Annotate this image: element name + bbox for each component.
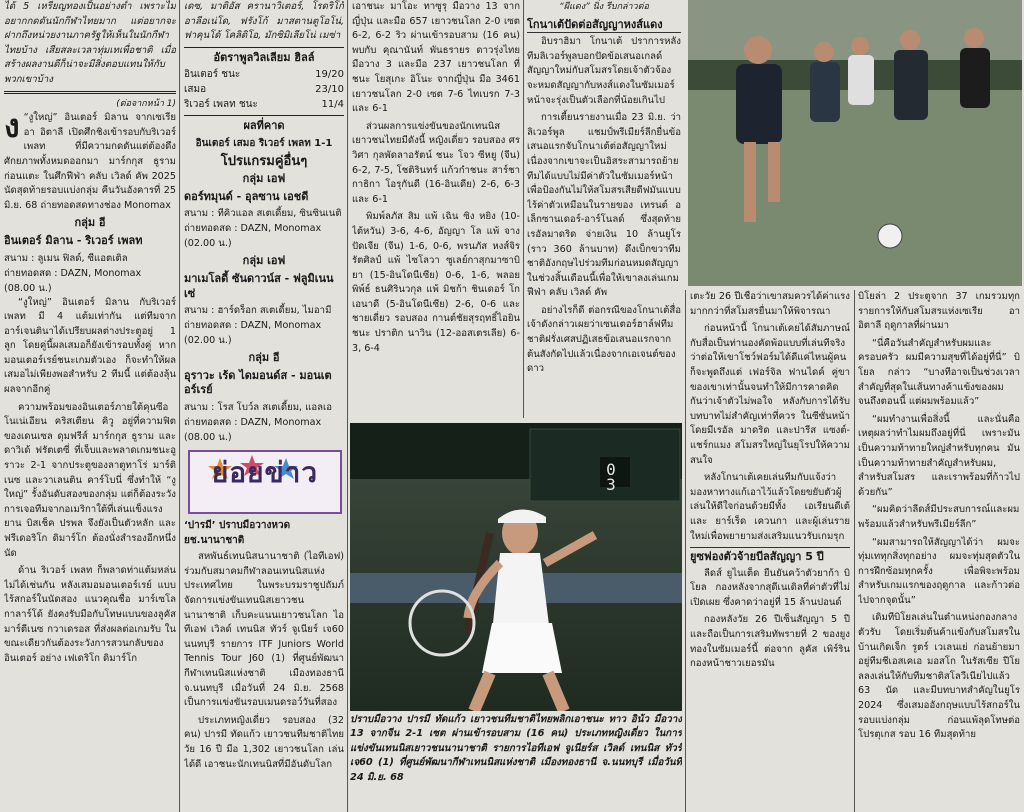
col5-p1: เตะวัย 26 ปีเชื่อว่าเขาสมควรได้ค่าแรงมากกว่าที่สโมสรยื่นมาให้พิจารณา <box>690 291 850 317</box>
match1-time: (08.00 น.) <box>4 282 52 294</box>
konate-headline: โกนาเต้ปัดต่อสัญญาหงส์แดง <box>527 18 681 34</box>
col6-quote-2: “ผมทำงานเพื่อสิ่งนี้ และนั่นคือเหตุผลว่าทำไมผมถึงอยู่ที่นี่ เพราะมันเป็นความท้าทายใหญ่สำหรับทุกคน มันเป็นความท้าทายสำคัญสำหรับผม, สำหรับสโมสร และเราพร้อมที่ก้าวไปด้วยกัน” <box>858 413 1020 498</box>
col3-p3: พิมพ์ลภัส สิม แพ้ เฉิน ซิง หยิง (10-ไต้หวัน) 3-6, 4-6, อัญญา โล แพ้ จาง ปัดเจีย (จีน) 1-6, 0-6, พรนภัส หงส์จิรรัตศิลป์ แพ้ ไซโลวา ซูเลย์กาสุกมาซาบิยา (15-อินโดนีเซีย) 0-6, 1-6, พลอยพิพ์ธ์ ธนศิรินวกุล แพ้ มิชก้า ชินเดอร์ โกเอนาดี (5-อินโดนีเซีย) 2-6, 0-6 และชายเดี่ยว รอบสอง กานต์ชัยสุรฤทธิ์ไอยิน ชนะ ปราติก นาวิน (12-ออสเตรเลีย) 6-3, 6-4 <box>352 211 520 354</box>
col1-body-3: ด้าน ริเวอร์ เพลท ก็พลาดท่าแต้มหล่นไม่ได้เช่นกัน หลังเสมอมอนเตอร์เรย์ แบบไร้สกอร์ในนัดสอง แนวคุณชื่อ มาร์เซโล กาลาร์โด้ ยังคงรับมือกับโทษแบนของลูคัส มาร์ตีเนซ กวาเดรอส ที่ส่งผลต่อเกมรับ ในขณะเดียวกันต้องระวังการสวนกลับของ อินเตอร์ อย่าง เฟเดริโก ดิมาร์โก <box>4 565 176 664</box>
match3-venue: สนาม : ฮาร์ดร็อก สเตเดี้ยม, ไมอามี <box>184 305 332 317</box>
football-photo <box>688 0 1022 286</box>
odds-row: เสมอ 23/10 <box>184 84 344 96</box>
match2-venue: สนาม : ทีคิวแอล สเตเดี้ยม, ซินซินเนติ <box>184 208 342 220</box>
group-e-heading: กลุ่ม อี <box>74 216 106 230</box>
col6-quote-1: “นี่คือวันสำคัญสำหรับผมและครอบครัว ผมมีความสุขที่ได้อยู่ที่นี่” บิโยล กล่าว “บางทีอาจเป็นช่วงเวลาสำคัญที่สุดในเส้นทางค้าแข้งของผมจนถึงตอนนี้ แต่ผมพร้อมแล้ว” <box>858 337 1020 408</box>
konate-p1: การเตี้ยนรายงานเมื่อ 23 มิ.ย. ว่า ลิเวอร์พูล แชมป์พรีเมียร์ลีกยื่นข้อเสนอแรกจับโกนาเต้ต่อสัญญาใหม่เนื่องจากเขาจะเป็นอิสระสามารถย้ายทีมได้แบบไม่มีค่าตัวในซัมเมอร์หน้าเพื่อป้องกันไม่ให้สโมสรเสียดีฟมันแบบไร้ค่าตัวเหมือนในรายของ เทรนต์ อเล็กซานเดอร์-อาร์โนลด์ ซึ่งสุดท้ายเรอัลมาดริด จ่ายเงิน 10 ล้านยูโร (ราว 360 ล้านบาท) ดึงเบ็กขวาทีมชาติอังกฤษไปร่วมทีมก่อนหมดสัญญาในช่วงสิ้นเดือนนี้เพื่อให้เขาลงเล่นเกมฟีฟ่า คลับ เวิลด์ คัพ <box>527 112 681 299</box>
column-1 <box>4 0 176 812</box>
col5-p4: ลีดส์ ยูไนเต็ด ยืนยันคว้าตัวยาก้า บิโยล กองหลังจากสุดีเนเดิลที่ค่าตัวที่ไม่เปิดเผย ซึ่งคาดว่าอยู่ที่ 15 ล้านปอนด์ <box>690 567 850 608</box>
group-f-heading: กลุ่ม เอฟ <box>242 172 286 186</box>
col3-top-text: เอาชนะ มาโอะ ทาซูรุ มือวาง 13 จากญี่ปุ่น และมือ 657 เยาวชนโลก 2-0 เซต 6-2, 6-2 ริว ผ่านเข้ารอบสาม (16 คน) พบกับ คุณานันท์ พันธรายร ดาวรุ่งไทย มือวาง 3 และมือ 237 เยาวชนโลก ที่ชนะ โยสุเกะ อิโนะ จากญี่ปุ่น มือ 3461 เยาวชนโลก 2-0 เซต 7-6 ไทเบรก 7-3 และ 6-1 <box>352 1 520 115</box>
col6-p1: บิโยล่า 2 ประตูจาก 37 เกมรวมทุกรายการให้กับสโมสรแห่งเซเรีย อา อิตาลี ฤดูกาลที่ผ่านมา <box>858 291 1020 332</box>
col1-body-2: ความพร้อมของอินเตอร์ภายใต้คุนซีอโนเน่เอียน คริสเตียน คิวู อยู่ที่ความฟิตของเดนเซล ดุมฟรีส์ มาร์กกุส ธูราม และดาวิเด้ ฟรัตเตซี่ ที่เจ็บและพลาดเกมชนะอูราวะ 2-1 จากประตูของลาตูทาโร่ มาร์ติเนซ และวาเลนติน คาร์โบนี่ ซึ่งทำให้ “งูใหญ่” รั้งอันดับสองของกลุ่ม แต่ก็ต้องระวังการเจอทีมจากอเมริกาใต้ที่เล่นแข็งแรง ยาน บิสเช็ค ปรพล จึงยังเป็นตัวหลัก และ ฟรีเดอริโก ดิมาร์โก ต้องนั่งสำรองอีกหนึ่งนัด <box>4 401 176 559</box>
odds-row: อินเตอร์ ชนะ 19/20 <box>184 69 344 81</box>
col1-body-1: “งูใหญ่” อินเตอร์ มิลาน กับริเวอร์ เพลท มี 4 แต้มเท่ากัน แต่ทีมจากอาร์เจนตินาได้เปรียบผลต่างประตูอยู่ 1 ลูก โดยคู่นี้ผลเสมอก็ยังเข้ารอบทั้งคู่ หากมอนเตอร์เรย์ชนะเกมตัวเอง ก็จะทำให้ผลเสมอไม่เพียงพอสำหรับ 2 ทีมนี้ แต่ต้องลุ้นผลจากอีกคู่ <box>4 296 176 396</box>
column-divider <box>179 0 180 812</box>
col6-p2: เดิมทีบิโยลเล่นในตำแหน่งกองกลางตัวรับ โดยเริ่มต้นค้าแข้งกับสโมสรในบ้านเกิดเจ็ก รูตร์ เวเลนเย่ ก่อนย้ายมาอยู่ทีมชีเอสเคเอ มอสโก ในรัสเซีย ปีโยลลงเล่นให้กับทีมชาติสโลวีเนียไปแล้ว 63 นัด และมีบทบาทสำคัญในยูโร 2024 ซึ่งเสมออังกฤษแบบไร้สกอร์ในรอบแบ่งกลุ่ม ก่อนแพ้ลุดโทษต่อโปรตุเกส รอบ 16 ทีมสุดท้าย <box>858 612 1020 741</box>
col1-top-text: ได้ 5 เหรียญทองเป็นอย่างต่ำ เพราะไม่อยากกดดันนักกีฬาไทยมาก แต่อยากจะฝากถึงหน่วยงานภาครัฐให้เห็นในนักกีฬาไทยบ้าง เสียสละเวลาทุ่มเทเพื่อชาติ เมื่อสร้างผลงานดีก็น่าจะมีสิ่งตอบแทนให้กับพวกเขาบ้าง <box>4 1 176 85</box>
col6-quote-4: “ผมสามารถให้สัญญาได้ว่า ผมจะทุ่มเททุกสิ่งทุกอย่าง ผมจะทุ่มสุดตัวในการฝึกซ้อมทุกครั้ง เพื่อพิจะพร้อมสำหรับเกมแรกของฤดูกาล และก้าวต่อไปจากจุดนั้น” <box>858 536 1020 606</box>
news-brief-title: ‘ปารมี’ ปราบมือวางหวดยช.นานาชาติ <box>184 520 291 546</box>
tennis-photo <box>350 423 682 711</box>
match4-venue: สนาม : โรส โบว์ล สเตเดี้ยม, แอลเอ <box>184 401 333 413</box>
football-players-image <box>688 0 1022 286</box>
col5-p3: หลังโกนาเต้เคยเล่นทีมกับแจ้งว่ามองหาทางแก้เอาไว้แล้วโดยขยับตัวผู้เล่นให้ดีใจก่อนด้วยมีทั้ง เอเรียนดีเต้ และ ยาร์เร็ด เควนกา และผู้เล่นรายใหม่เพื่อพยายามส่งเสริมแนวรับเกมรุก <box>690 472 850 542</box>
match3-time: (02.00 น.) <box>184 335 232 347</box>
column-6 <box>858 290 1020 810</box>
odds-title: อัตราพูลวิลเลียม ฮิลล์ <box>213 50 315 64</box>
group-e-heading-2: กลุ่ม อี <box>248 351 280 365</box>
other-fixtures-title: โปรแกรมคู่อื่นๆ <box>220 153 308 169</box>
col5-p5: กองหลังวัย 26 ปีเซ็นสัญญา 5 ปีและถือเป็นการเสริมทัพรายที่ 2 ของยูงทองในซัมเมอร์นี้ ต่อจาก ลูคัส เพิร์ริน กองหน้าชาวเยอรมัน <box>690 614 850 670</box>
match1-venue: สนาม : ลูเมน ฟิลด์, ซีแอตเติล <box>4 252 128 264</box>
konate-byline: อิบราฮิมา โกนาเต้ ปราการหลังทีมลิเวอร์พูลบอกปัดข้อเสนอเกลด์สัญญาใหม่กับสโมสรโดยเจ้าตัวจ้องจะหมดสัญญากับหงส์แดงในซัมเมอร์หน้าจะรุ่งเป็นตัวเลือกที่น้อยเกินไป <box>527 36 681 106</box>
match2-title: ดอร์ทมุนด์ - อุลซาน เอชดี <box>184 189 309 203</box>
continuation-note: (ต่อจากหน้า 1) <box>116 98 176 109</box>
column-divider <box>685 290 686 812</box>
col1-lead: ง “งูใหญ่” อินเตอร์ มิลาน จากเซเรีย อา อิตาลี เปิดศึกชิงเข้ารอบกับริเวอร์ เพลท ที่มีความกดดันแต่ต้องดึงศักยภาพทั้งหมดออกมา มาร์กกุส ธูราม ก่อนแตะ ในศึกฟีฟ่า คลับ เวิลด์ คัพ 2025 นัดสุดท้ายรอบแบ่งกลุ่ม คืนวันอังคารที่ 25 มิ.ย. 68 ถ่ายทอดสดทางช่อง Monomax <box>4 107 176 211</box>
match3-tv: ถ่ายทอดสด : DAZN, Monomax <box>184 320 322 332</box>
col6-quote-3: “ผมคิดว่าลีดส์มีประสบการณ์และผมพร้อมแล้วสำหรับพรีเมียร์ลีก” <box>858 504 1020 530</box>
odds-row: ริเวอร์ เพลท ชนะ 11/4 <box>184 99 344 111</box>
col2-top-text: เดซ, มาติอัส ครานาวิเตอร์, โรดริโก้ อาลีอเน่โด, ฟรังโก้ มาสตานตูโอโน่, ฟาคุนโด้ โคลิดิโอ, มักซิมิเลียโน่ เมซ่า <box>184 1 344 42</box>
news-brief <box>184 516 344 812</box>
tennis-player-image <box>350 423 682 711</box>
column-5 <box>690 290 850 810</box>
news-brief-logo <box>188 450 342 514</box>
match1-tv: ถ่ายทอดสด : DAZN, Monomax <box>4 267 142 279</box>
column-4 <box>527 0 681 418</box>
column-divider <box>523 0 524 418</box>
prediction-title: ผลที่คาด <box>243 119 285 133</box>
bijol-headline: ยูซฟองตัวจ้ายบีลสัญญา 5 ปี <box>690 547 850 565</box>
column-divider <box>854 290 855 812</box>
column-3 <box>352 0 520 418</box>
match2-tv: ถ่ายทอดสด : DAZN, Monomax <box>184 223 322 235</box>
prediction-value: อินเตอร์ เสมอ ริเวอร์ เพลท 1-1 <box>195 137 333 149</box>
match4-time: (08.00 น.) <box>184 431 232 443</box>
news-brief-p1: สหพันธ์เทนนิสนานาชาติ (ไอทีเอฟ) ร่วมกับสมาคมกีฬาลอนเทนนิสแห่งประเทศไทย ในพระบรมราชูปถัมภ์ จัดการแข่งขันเทนนิสเยาวชนนานาชาติ เก็บคะแนนเยาวชนโลก ไอทีเอฟ เวิลด์ เทนนิส ทัวร์ จูเนียร์ เจ60 นนทบุรี รายการ ITF Juniors World Tennis Tour J60 (1) ที่ศูนย์พัฒนากีฬาเทนนิสแห่งชาติ เมืองทองธานี จ.นนทบุรี เมื่อวันที่ 24 มิ.ย. 2568 เป็นการแข่งขันรอบเมนดรอว์วันที่สอง <box>184 551 344 709</box>
match4-title: อุราวะ เร้ด ไดมอนด์ส - มอนเตอร์เรย์ <box>184 368 332 397</box>
column-2 <box>184 0 344 446</box>
news-brief-p2: ประเภทหญิงเดี่ยว รอบสอง (32 คน) ปารมี ทัดแก้ว เยาวชนทีมชาติไทย วัย 16 ปี มือ 1,302 เยาวชนโลก เล่นได้ดี เอาชนะนักเทนนิสที่มีอันดับโลก <box>184 714 344 770</box>
column-divider <box>347 0 348 812</box>
scoreboard: 0 3 <box>606 460 616 494</box>
col4-top-text: “ผีแดง” นิ่ง รีบกล่าวต่อ <box>559 2 649 12</box>
group-f-heading-2: กลุ่ม เอฟ <box>242 254 286 268</box>
news-brief-logo-text: ย่อยข่าว <box>211 456 319 489</box>
match4-tv: ถ่ายทอดสด : DAZN, Monomax <box>184 416 322 428</box>
match2-time: (02.00 น.) <box>184 238 232 250</box>
konate-p2: อย่างไรก็ดี ต่อกรณีของโกนาเต้สื่อเจ้าดังกล่าวเผยว่าเซนเตอร์ฮาล์ฟทีมชาติฝรั่งเศสปฏิเสธข้อเสนอแรกจากต้นสังกัดไปแล้วเนื่องจากเอเจนต์ของดาว <box>527 304 681 375</box>
tennis-caption: ปราบมือวาง ปารมี ทัดแก้ว เยาวชนทีมชาติไทยพลิกเอาชนะ ทาว อิน้ว มือวาง 13 จากจีน 2-1 เซต ผ่านเข้ารอบสาม (16 คน) ประเภทหญิงเดี่ยว ในการแข่งขันเทนนิสเยาวชนนานาชาติ รายการไอทีเอฟ จูเนียร์ส เวิลด์ เทนนิส ทัวร์ เจ60 (1) ที่ศูนย์พัฒนากีฬาเทนนิสแห่งชาติ เมืองทองธานี จ.นนทบุรี เมื่อวันที่ 24 มิ.ย. 68 <box>350 714 682 783</box>
col5-p2: ก่อนหน้านี้ โกนาเต้เคยได้สัมภาษณ์กับสื่อเป็นท่านองคัดพ้อแบบที่เล่นทีจริงว่าต่อให้เขาโชว์ฟอร์มได้ดีแค่ไหนผู้คนก็จะพูดถึงแต่ เฟอร์จิล ฟานไดค์ คู่ขาของเขาเท่านั้นจนทำให้มีการคาดคิดกันว่าเจ้าตัวไม่พอใจ หลังกับการได้รับบทบาทไม่สำคัญเท่าที่ควร ในซีซั่นหน้าโดยมีเรอัล มาดริด และปารีส แซงต์-แชร์กแมง สโมสรใหญ่ในยุโรปให้ความสนใจ <box>690 323 850 466</box>
match3-title: มาเมโลดี้ ซันดาวน์ส - ฟลูมิเนนเซ่ <box>184 271 334 300</box>
col3-p2: ส่วนผลการแข่งขันของนักเทนนิสเยาวชนไทยมีดังนี้ หญิงเดี่ยว รอบสอง ศรวิศา กุลพัดลาอรัตน์ ชนะ โจว ซีหยู (จีน) 6-2, 7-5, โชติรินทร์ แก้วกำชนะ สาร์ชา กาธิกา โอรุกันดี (16-อินเดีย) 2-6, 6-3 และ 6-1 <box>352 120 520 205</box>
match1-title: อินเตอร์ มิลาน - ริเวอร์ เพลท <box>4 233 143 247</box>
